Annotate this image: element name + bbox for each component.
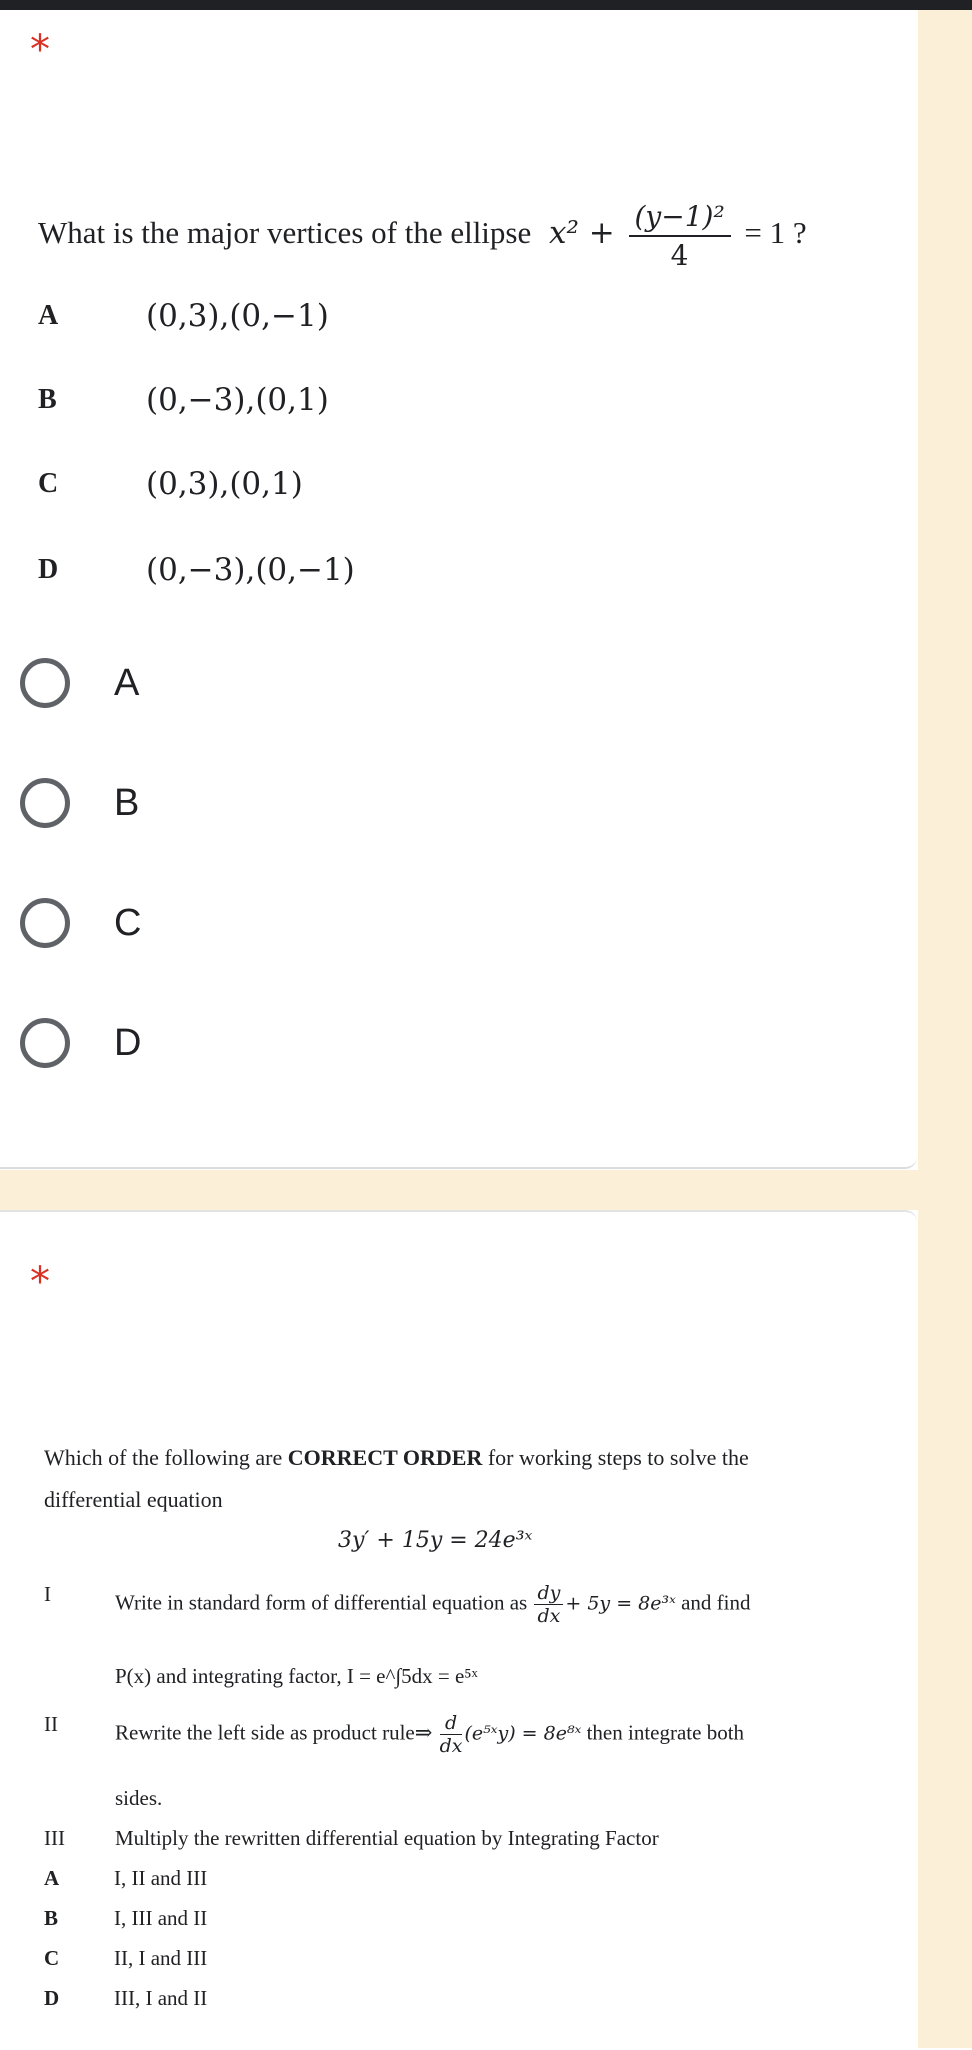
required-asterisk: * bbox=[30, 1259, 50, 1305]
equation-lhs: x² + bbox=[549, 215, 615, 252]
choice-value: (0,−3),(0,1) bbox=[146, 382, 329, 418]
question-text-end: for working steps to solve the bbox=[482, 1445, 749, 1470]
choice-d bbox=[44, 1986, 207, 2011]
step-text-a: Rewrite the left side as product rule⇒ bbox=[115, 1720, 433, 1745]
choice-letter: D bbox=[44, 1986, 60, 2010]
step-equation: (e⁵ˣy) = 8e⁸ˣ bbox=[464, 1722, 582, 1745]
radio-label[interactable]: C bbox=[114, 901, 142, 944]
choice-letter: A bbox=[44, 1866, 60, 1890]
fraction-denominator: dx bbox=[439, 1735, 463, 1757]
choice-value: (0,3),(0,−1) bbox=[146, 298, 329, 334]
question-card-1 bbox=[0, 10, 917, 1169]
question-text: Which of the following are bbox=[44, 1445, 288, 1470]
question-title-line2: differential equation bbox=[44, 1487, 223, 1512]
step-text-a: Write in standard form of differential equation as bbox=[115, 1590, 528, 1615]
choice-c bbox=[38, 466, 303, 502]
choice-b bbox=[44, 1906, 207, 1931]
step-equation: + 5y = 8e³ˣ bbox=[565, 1592, 676, 1615]
derivative-fraction bbox=[440, 1712, 463, 1757]
choice-letter: D bbox=[38, 554, 59, 585]
step-text: Multiply the rewritten differential equation by Integrating Factor bbox=[115, 1826, 659, 1850]
choice-letter: B bbox=[38, 384, 57, 415]
fraction-numerator: d bbox=[440, 1712, 463, 1735]
choice-value: I, II and III bbox=[114, 1866, 208, 1890]
question-text: What is the major vertices of the ellipse bbox=[38, 215, 532, 251]
radio-label[interactable]: B bbox=[114, 781, 140, 824]
differential-equation: 3y′ + 15y = 24e³ˣ bbox=[338, 1528, 533, 1553]
equation-rhs: = 1 ? bbox=[744, 215, 807, 251]
step-text-c: then integrate both bbox=[581, 1720, 745, 1745]
choice-letter: A bbox=[38, 300, 59, 331]
radio-option-c[interactable] bbox=[20, 898, 141, 948]
radio-label[interactable]: A bbox=[114, 661, 140, 704]
radio-button[interactable] bbox=[20, 778, 70, 828]
derivative-fraction bbox=[534, 1582, 563, 1627]
step-2-line2: sides. bbox=[115, 1786, 163, 1810]
fraction-denominator: 4 bbox=[670, 239, 689, 272]
choice-value: (0,−3),(0,−1) bbox=[146, 552, 355, 588]
choice-b bbox=[38, 382, 329, 418]
step-1-line2: P(x) and integrating factor, I = e^∫5dx = e⁵ˣ bbox=[115, 1664, 478, 1688]
choice-d bbox=[38, 552, 355, 588]
question-title bbox=[38, 200, 807, 272]
radio-button[interactable] bbox=[20, 1018, 70, 1068]
choice-letter: C bbox=[38, 468, 59, 499]
choice-c bbox=[44, 1946, 207, 1971]
choice-value: III, I and II bbox=[114, 1986, 208, 2010]
choice-a bbox=[38, 298, 329, 334]
step-number: II bbox=[44, 1712, 58, 1736]
choice-a bbox=[44, 1866, 207, 1891]
radio-button[interactable] bbox=[20, 658, 70, 708]
fraction-denominator: dx bbox=[537, 1605, 561, 1627]
step-number: III bbox=[44, 1826, 65, 1850]
choice-value: I, III and II bbox=[114, 1906, 208, 1930]
background-strip bbox=[918, 10, 972, 2048]
step-text bbox=[115, 1582, 751, 1627]
choice-letter: B bbox=[44, 1906, 59, 1930]
step-number: I bbox=[44, 1582, 51, 1606]
radio-option-a[interactable] bbox=[20, 658, 139, 708]
card-gap bbox=[0, 1170, 918, 1210]
choice-value: II, I and III bbox=[114, 1946, 208, 1970]
fraction-numerator: dy bbox=[534, 1582, 563, 1605]
choice-letter: C bbox=[44, 1946, 60, 1970]
radio-option-d[interactable] bbox=[20, 1018, 141, 1068]
top-bar bbox=[0, 0, 972, 10]
choice-value: (0,3),(0,1) bbox=[146, 466, 303, 502]
question-title bbox=[44, 1445, 749, 1471]
equation-fraction bbox=[629, 200, 731, 272]
fraction-numerator: (y−1)² bbox=[629, 200, 731, 237]
step-text bbox=[115, 1712, 744, 1757]
radio-option-b[interactable] bbox=[20, 778, 139, 828]
radio-label[interactable]: D bbox=[114, 1021, 142, 1064]
step-text-c: and find bbox=[675, 1590, 751, 1615]
required-asterisk: * bbox=[30, 27, 50, 73]
question-emphasis: CORRECT ORDER bbox=[287, 1445, 483, 1470]
radio-button[interactable] bbox=[20, 898, 70, 948]
